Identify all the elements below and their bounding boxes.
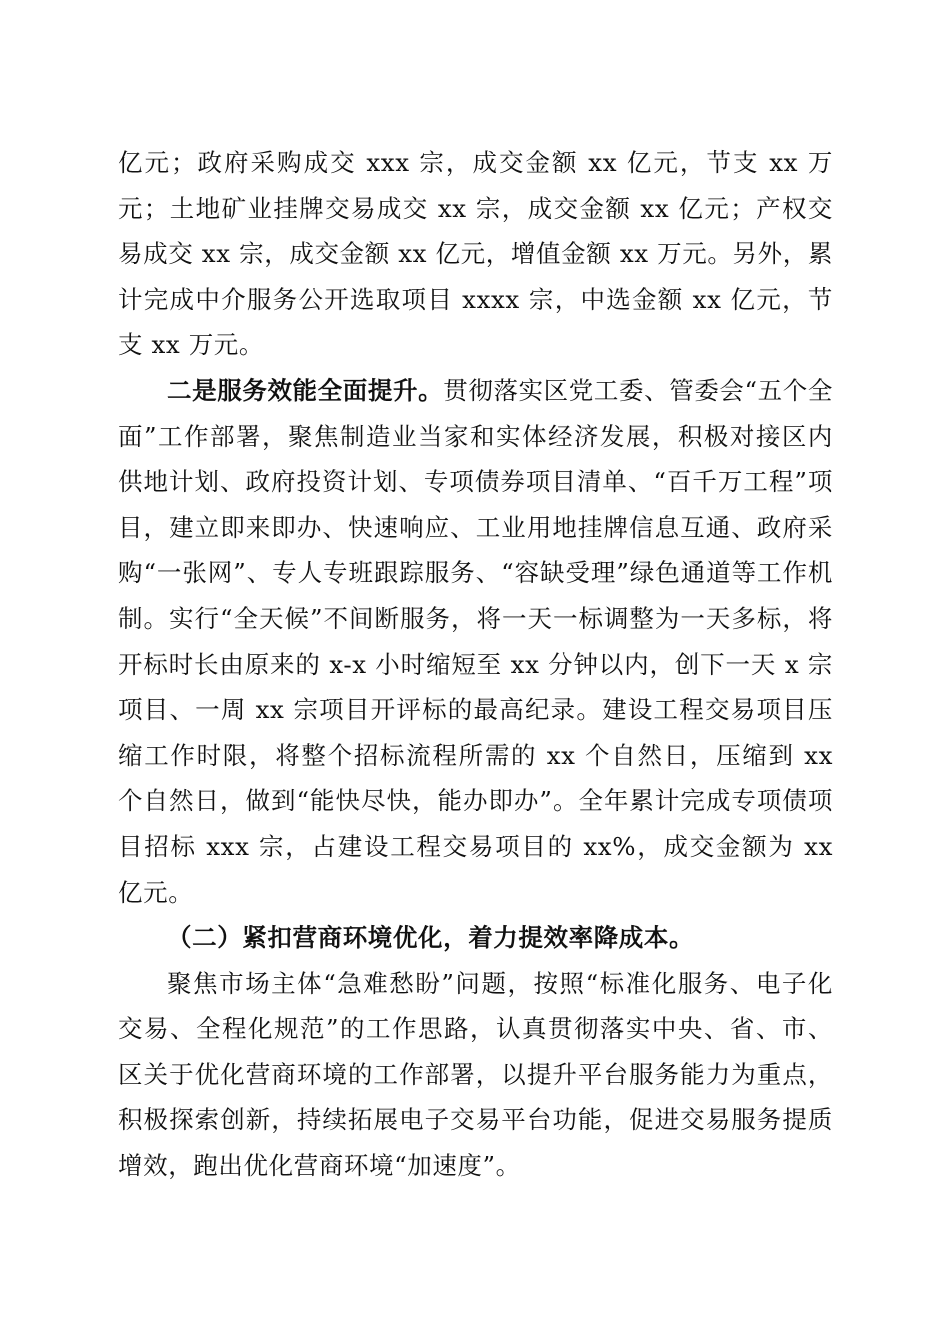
paragraph-business-environment: 聚焦市场主体“急难愁盼”问题，按照“标准化服务、电子化交易、全程化规范”的工作思路，认真贯彻落实中央、省、市、区关于优化营商环境的工作部署，以提升平台服务能力为重点，积极探索创新，持续拓展电子交易平台功能，促进交易服务提质增效，跑出优化营商环境“加速度”。 [118, 968, 833, 1181]
paragraph-service-efficiency [118, 368, 833, 915]
document-body [118, 140, 833, 1189]
section-heading-business-environment: （二）紧扣营商环境优化，着力提效率降成本。 [167, 923, 695, 953]
paragraph-body: 贯彻落实区党工委、管委会“五个全面”工作部署，聚焦制造业当家和实体经济发展，积极对接区内供地计划、政府投资计划、专项债券项目清单、“百千万工程”项目，建立即来即办、快速响应、工业用地挂牌信息互通、政府采购“一张网”、专人专班跟踪服务、“容缺受理”绿色通道等工作机制。实行“全天候”不间断服务，将一天一标调整为一天多标，将开标时长由原来的 x-x 小时缩短至 xx 分钟以内，创下一天 x 宗项目、一周 xx 宗项目开评标的最高纪录。建设工程交易项目压缩工作时限，将整个招标流程所需的 xx 个自然日，压缩到 xx 个自然日，做到“能快尽快，能办即办”。全年累计完成专项债项目招标 xxx 宗，占建设工程交易项目的 xx%，成交金额为 xx 亿元。 [118, 375, 833, 907]
paragraph-lead: 二是服务效能全面提升。 [167, 375, 444, 405]
paragraph-transaction-stats: 亿元；政府采购成交 xxx 宗，成交金额 xx 亿元，节支 xx 万元；土地矿业挂牌交易成交 xx 宗，成交金额 xx 亿元；产权交易成交 xx 宗，成交金额 xx 亿元，增值金额 xx 万元。另外，累计完成中介服务公开选取项目 xxxx 宗，中选金额 xx 亿元，节支 xx 万元。 [118, 148, 833, 360]
